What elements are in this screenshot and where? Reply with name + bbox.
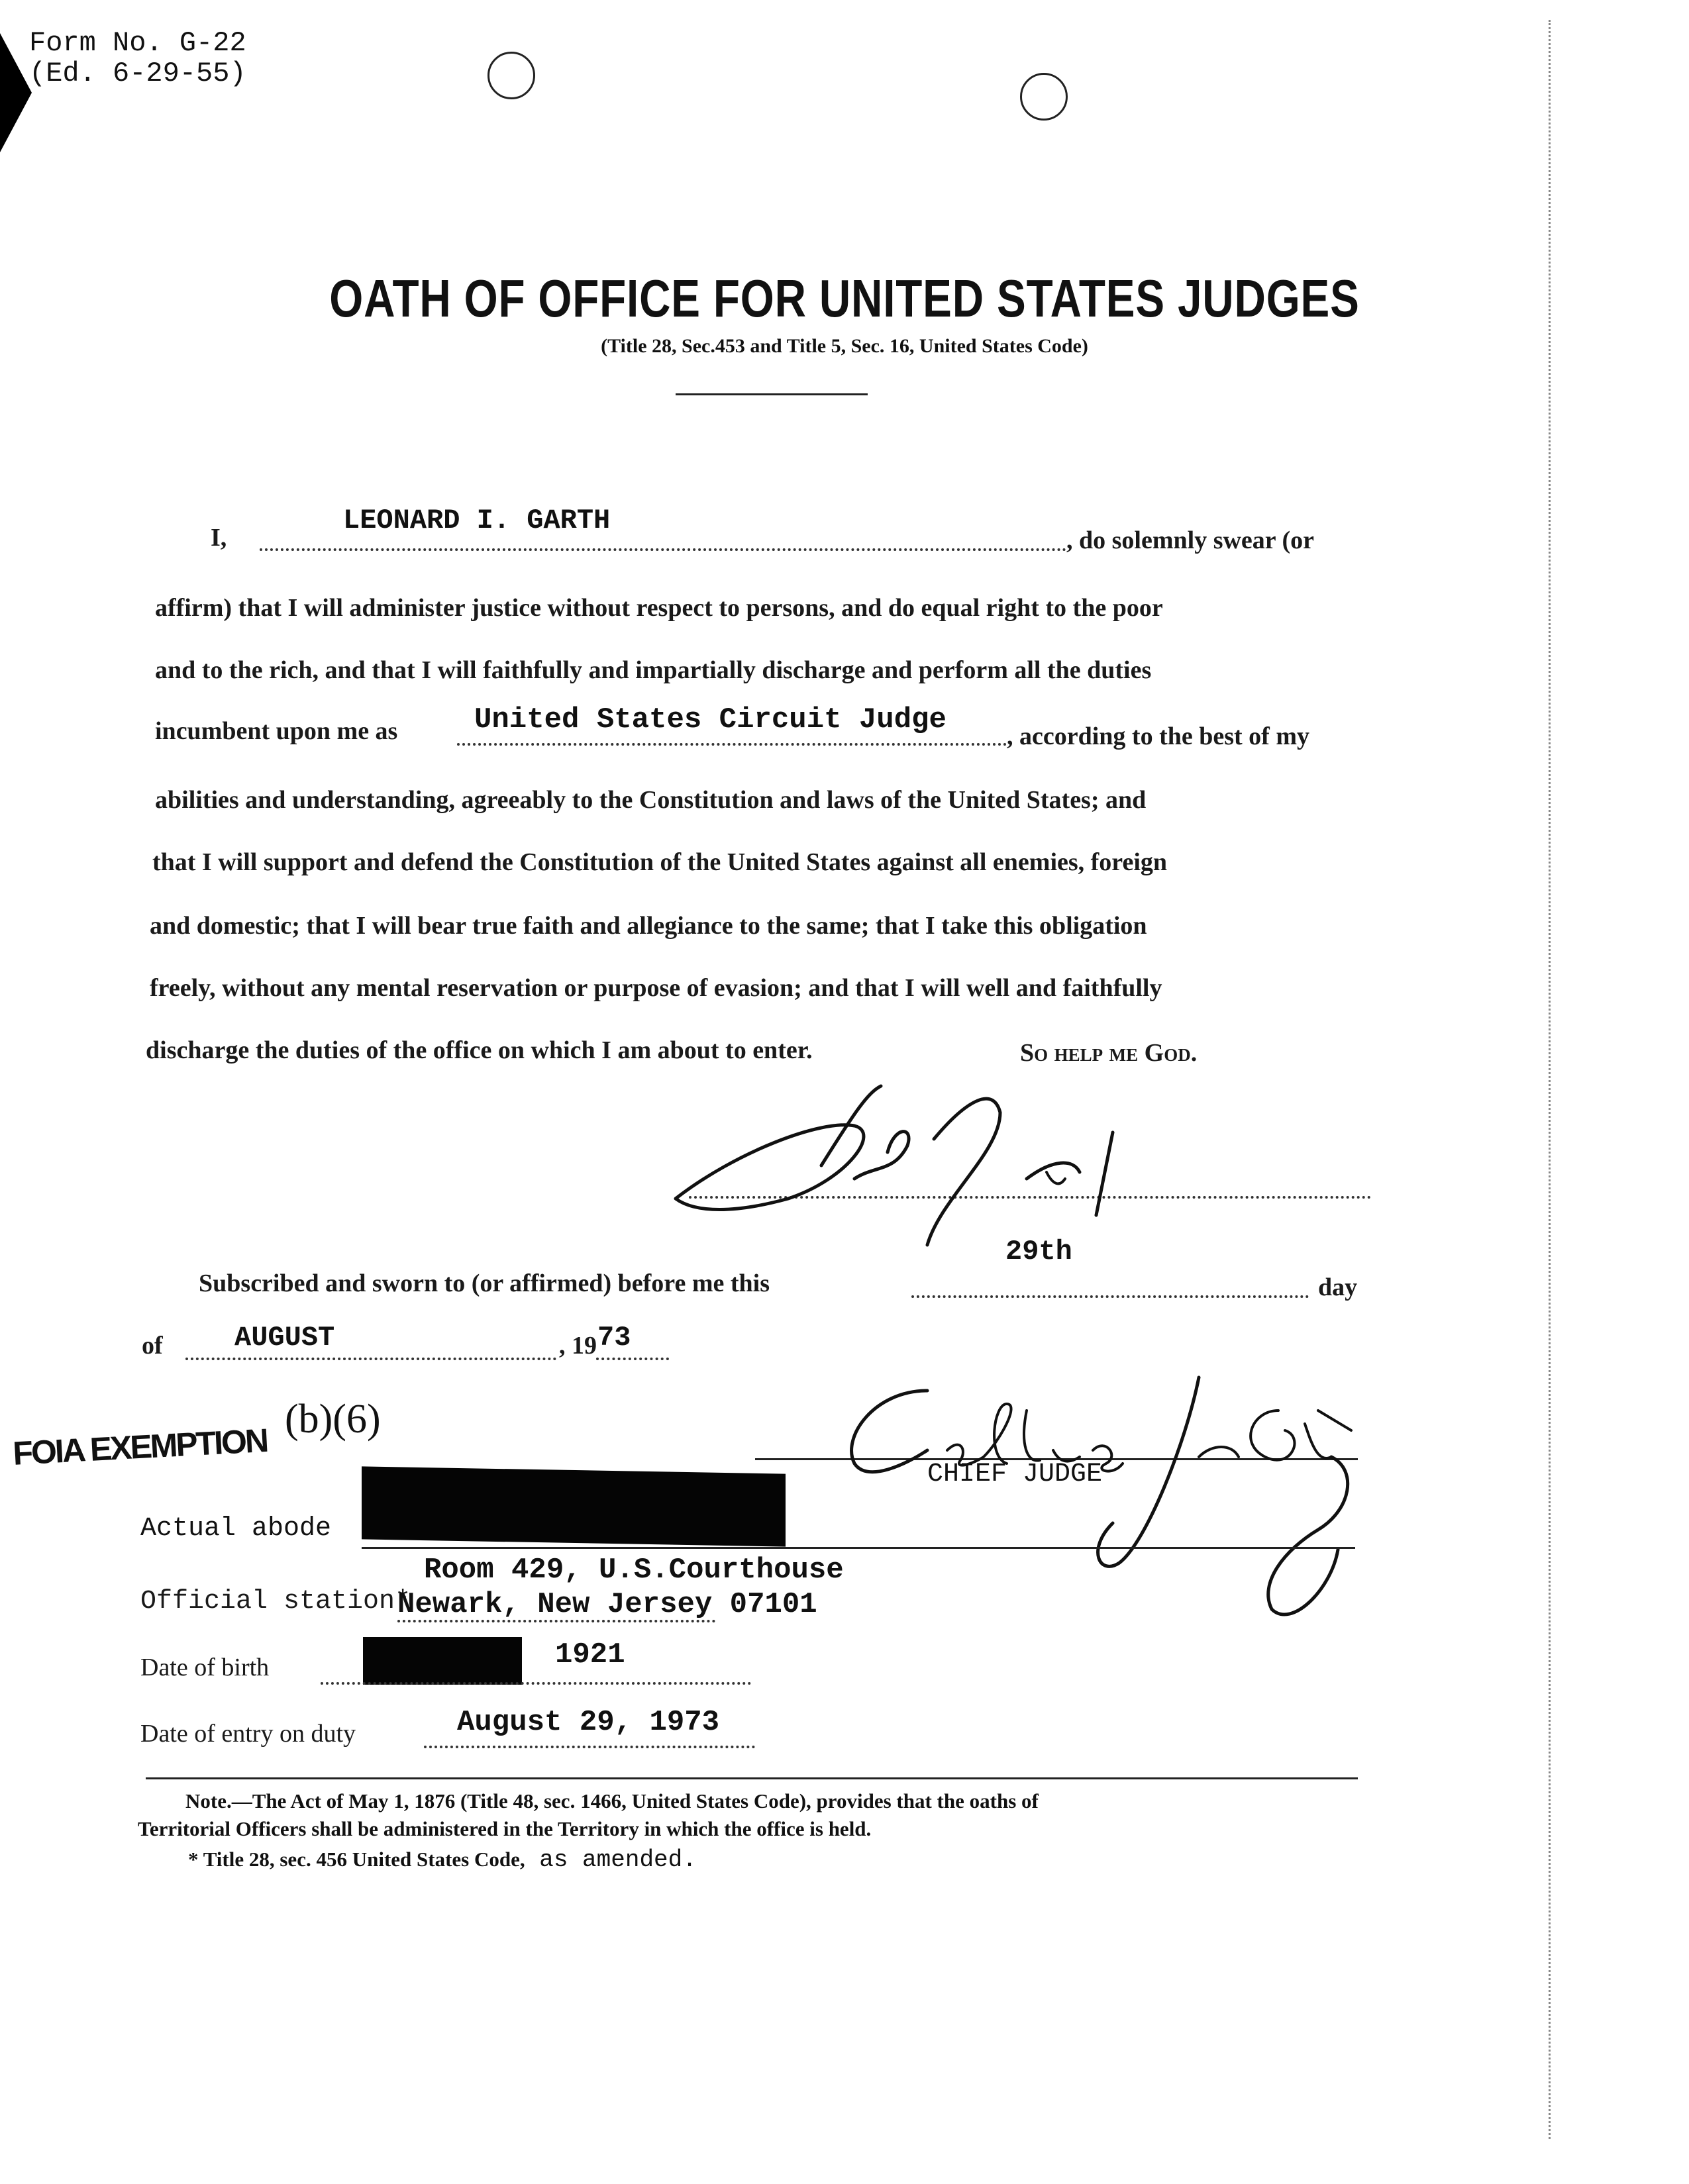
day-value: 29th: [1005, 1236, 1072, 1267]
dob-label: Date of birth: [140, 1654, 270, 1681]
entry-value: August 29, 1973: [457, 1706, 720, 1739]
note-2-text: * Title 28, sec. 456 United States Code,: [188, 1848, 525, 1871]
month-value: AUGUST: [234, 1322, 335, 1354]
chief-judge-signature: [828, 1364, 1358, 1622]
name-line: [260, 548, 1066, 551]
oath-line3: and to the rich, and that I will faithfully and impartially discharge and perform all the duties: [155, 656, 1152, 684]
oath-line9: discharge the duties of the office on which I am about to enter.: [146, 1036, 813, 1064]
year-prefix: , 19: [559, 1332, 597, 1360]
page-subtitle: (Title 28, Sec.453 and Title 5, Sec. 16, United States Code): [601, 335, 1088, 357]
official-station-line2: Newark, New Jersey 07101: [397, 1588, 817, 1621]
oath-line6: that I will support and defend the Constitution of the United States against all enemies, foreign: [152, 848, 1168, 876]
judge-name: LEONARD I. GARTH: [343, 505, 611, 536]
official-station-line: [397, 1620, 715, 1622]
punch-hole-right: [1020, 73, 1068, 121]
redaction-address: [362, 1466, 786, 1546]
foia-stamp: FOIA EXEMPTION: [12, 1421, 268, 1472]
oath-line8: freely, without any mental reservation or purpose of evasion; and that I will well and faithfully: [150, 974, 1162, 1002]
day-line: [911, 1295, 1309, 1298]
oath-line5: abilities and understanding, agreeably to the Constitution and laws of the United States; and: [155, 786, 1147, 814]
form-number: Form No. G-22 (Ed. 6-29-55): [29, 27, 246, 89]
title-divider: [676, 393, 868, 395]
oath-line2: affirm) that I will administer justice without respect to persons, and do equal right to the poor: [155, 594, 1163, 622]
redaction-dob: [363, 1637, 522, 1685]
note-1a: Note.—The Act of May 1, 1876 (Title 48, sec. 1466, United States Code), provides that the oaths of: [185, 1789, 1039, 1812]
note-1b: Territorial Officers shall be administered in the Territory in which the office is held.: [138, 1817, 872, 1840]
day-label: day: [1318, 1273, 1358, 1301]
dob-year: 1921: [555, 1638, 625, 1671]
scan-edge-artifact: [1549, 20, 1551, 2139]
oath-lead: I,: [211, 524, 227, 552]
office-line: [457, 743, 1007, 746]
official-station-label: Official station*: [140, 1587, 411, 1616]
dob-line: [321, 1682, 751, 1685]
subscribed-text: Subscribed and sworn to (or affirmed) before me this: [199, 1269, 770, 1297]
year-value: 73: [597, 1322, 631, 1354]
notes-divider: [146, 1777, 1358, 1779]
of-label: of: [142, 1332, 163, 1360]
official-station-line1: Room 429, U.S.Courthouse: [424, 1554, 844, 1587]
oath-line7: and domestic; that I will bear true faith and allegiance to the same; that I take this obligation: [150, 912, 1147, 940]
punch-hole-left: [487, 52, 535, 99]
oath-closing: So help me God.: [1020, 1039, 1198, 1067]
note-2: [188, 1846, 697, 1873]
entry-label: Date of entry on duty: [140, 1720, 356, 1748]
foia-exemption-code: (b)(6): [285, 1397, 381, 1442]
oath-line4-pre: incumbent upon me as: [155, 717, 398, 745]
signer-title: CHIEF JUDGE: [927, 1460, 1103, 1489]
entry-line: [424, 1746, 755, 1748]
page-title: OATH OF OFFICE FOR UNITED STATES JUDGES: [329, 269, 1360, 328]
actual-abode-line: [362, 1547, 1355, 1549]
office-title: United States Circuit Judge: [474, 703, 947, 736]
judge-signature: [656, 1073, 1172, 1252]
actual-abode-label: Actual abode: [140, 1514, 332, 1544]
oath-line1-tail: , do solemnly swear (or: [1066, 526, 1314, 554]
year-line: [596, 1358, 669, 1360]
oath-line4-post: , according to the best of my: [1007, 722, 1309, 750]
note-2-addendum: as amended.: [525, 1846, 697, 1873]
month-line: [185, 1358, 556, 1360]
